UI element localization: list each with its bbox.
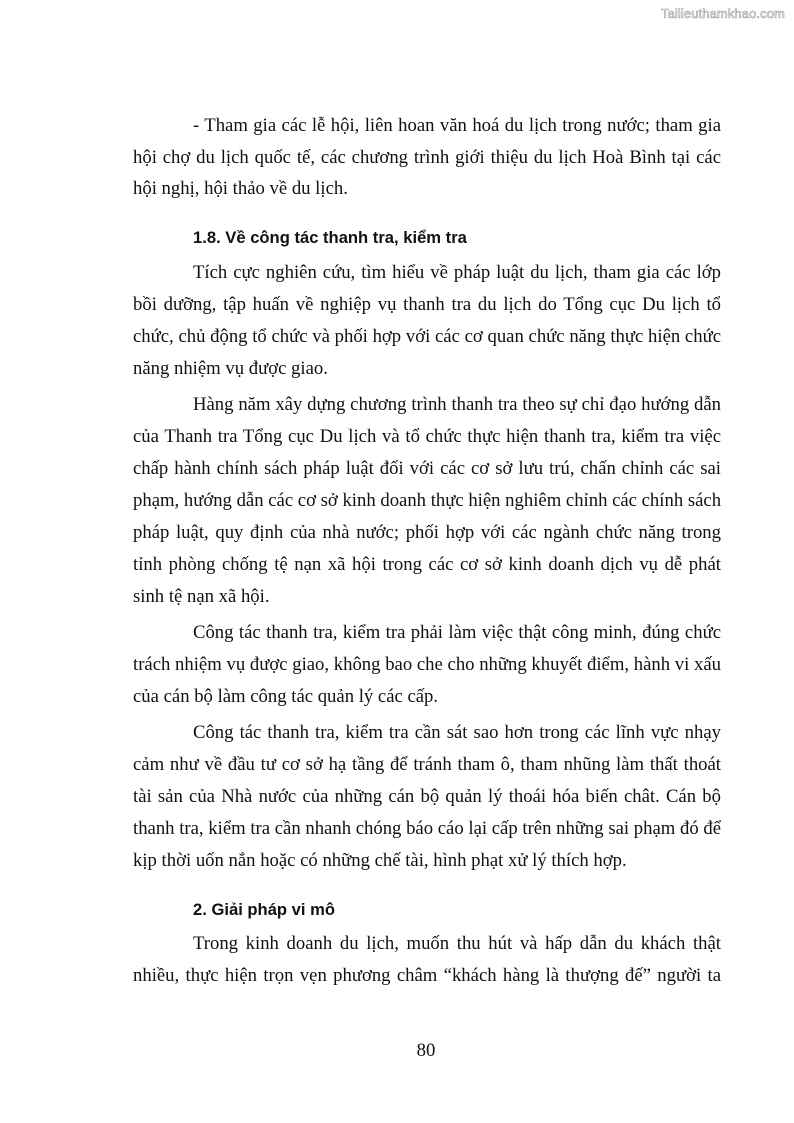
- paragraph-line: tài sản của Nhà nước của những cán bộ quản lý thoái hóa biến chât. Cán bộ: [133, 786, 721, 807]
- paragraph-line: nhiều, thực hiện trọn vẹn phương châm “khách hàng là thượng đế” người ta: [133, 965, 721, 986]
- paragraph-line: hội chợ du lịch quốc tế, các chương trình giới thiệu du lịch Hoà Bình tại các: [133, 147, 721, 168]
- paragraph-line: kịp thời uốn nắn hoặc có những chế tài, hình phạt xử lý thích hợp.: [133, 850, 627, 871]
- paragraph-line: bồi dưỡng, tập huấn về nghiệp vụ thanh tra du lịch do Tổng cục Du lịch tổ: [133, 294, 721, 315]
- paragraph-line: Tích cực nghiên cứu, tìm hiểu về pháp luật du lịch, tham gia các lớp: [193, 262, 721, 283]
- paragraph-line: chức, chủ động tổ chức và phối hợp với các cơ quan chức năng thực hiện chức: [133, 326, 721, 347]
- paragraph-line: Trong kinh doanh du lịch, muốn thu hút và hấp dẫn du khách thật: [193, 933, 721, 954]
- paragraph-line: pháp luật, quy định của nhà nước; phối hợp với các ngành chức năng trong: [133, 522, 721, 543]
- paragraph-line: sinh tệ nạn xã hội.: [133, 586, 270, 607]
- paragraph-line: Hàng năm xây dựng chương trình thanh tra theo sự chỉ đạo hướng dẫn: [193, 394, 721, 415]
- paragraph-line: trách nhiệm vụ được giao, không bao che cho những khuyết điểm, hành vi xấu: [133, 654, 721, 675]
- paragraph-line: cảm như về đầu tư cơ sở hạ tầng để tránh tham ô, tham nhũng làm thất thoát: [133, 754, 721, 775]
- paragraph-line: chấp hành chính sách pháp luật đối với các cơ sở lưu trú, chấn chỉnh các sai: [133, 458, 721, 479]
- paragraph-line: hội nghị, hội thảo về du lịch.: [133, 178, 348, 199]
- section-heading: 2. Giải pháp vi mô: [193, 900, 336, 919]
- paragraph-line: phạm, hướng dẫn các cơ sở kinh doanh thực hiện nghiêm chỉnh các chính sách: [133, 490, 722, 511]
- paragraph-line: tỉnh phòng chống tệ nạn xã hội trong các cơ sở kinh doanh dịch vụ dễ phát: [133, 554, 721, 575]
- paragraph-line: thanh tra, kiểm tra cần nhanh chóng báo cáo lại cấp trên những sai phạm đó để: [133, 818, 721, 839]
- watermark: Tailieuthamkhao.com: [660, 6, 785, 21]
- paragraph-line: của cán bộ làm công tác quản lý các cấp.: [133, 686, 439, 707]
- paragraph-line: của Thanh tra Tổng cục Du lịch và tổ chức thực hiện thanh tra, kiểm tra việc: [133, 426, 721, 447]
- paragraph-line: Công tác thanh tra, kiểm tra cần sát sao hơn trong các lĩnh vực nhạy: [193, 722, 721, 743]
- paragraph-line: - Tham gia các lễ hội, liên hoan văn hoá du lịch trong nước; tham gia: [193, 115, 721, 136]
- section-heading: 1.8. Về công tác thanh tra, kiểm tra: [193, 228, 467, 247]
- paragraph-line: Công tác thanh tra, kiểm tra phải làm việc thật công minh, đúng chức: [193, 622, 721, 643]
- paragraph-line: năng nhiệm vụ được giao.: [133, 358, 328, 379]
- page-number: 80: [416, 1040, 436, 1061]
